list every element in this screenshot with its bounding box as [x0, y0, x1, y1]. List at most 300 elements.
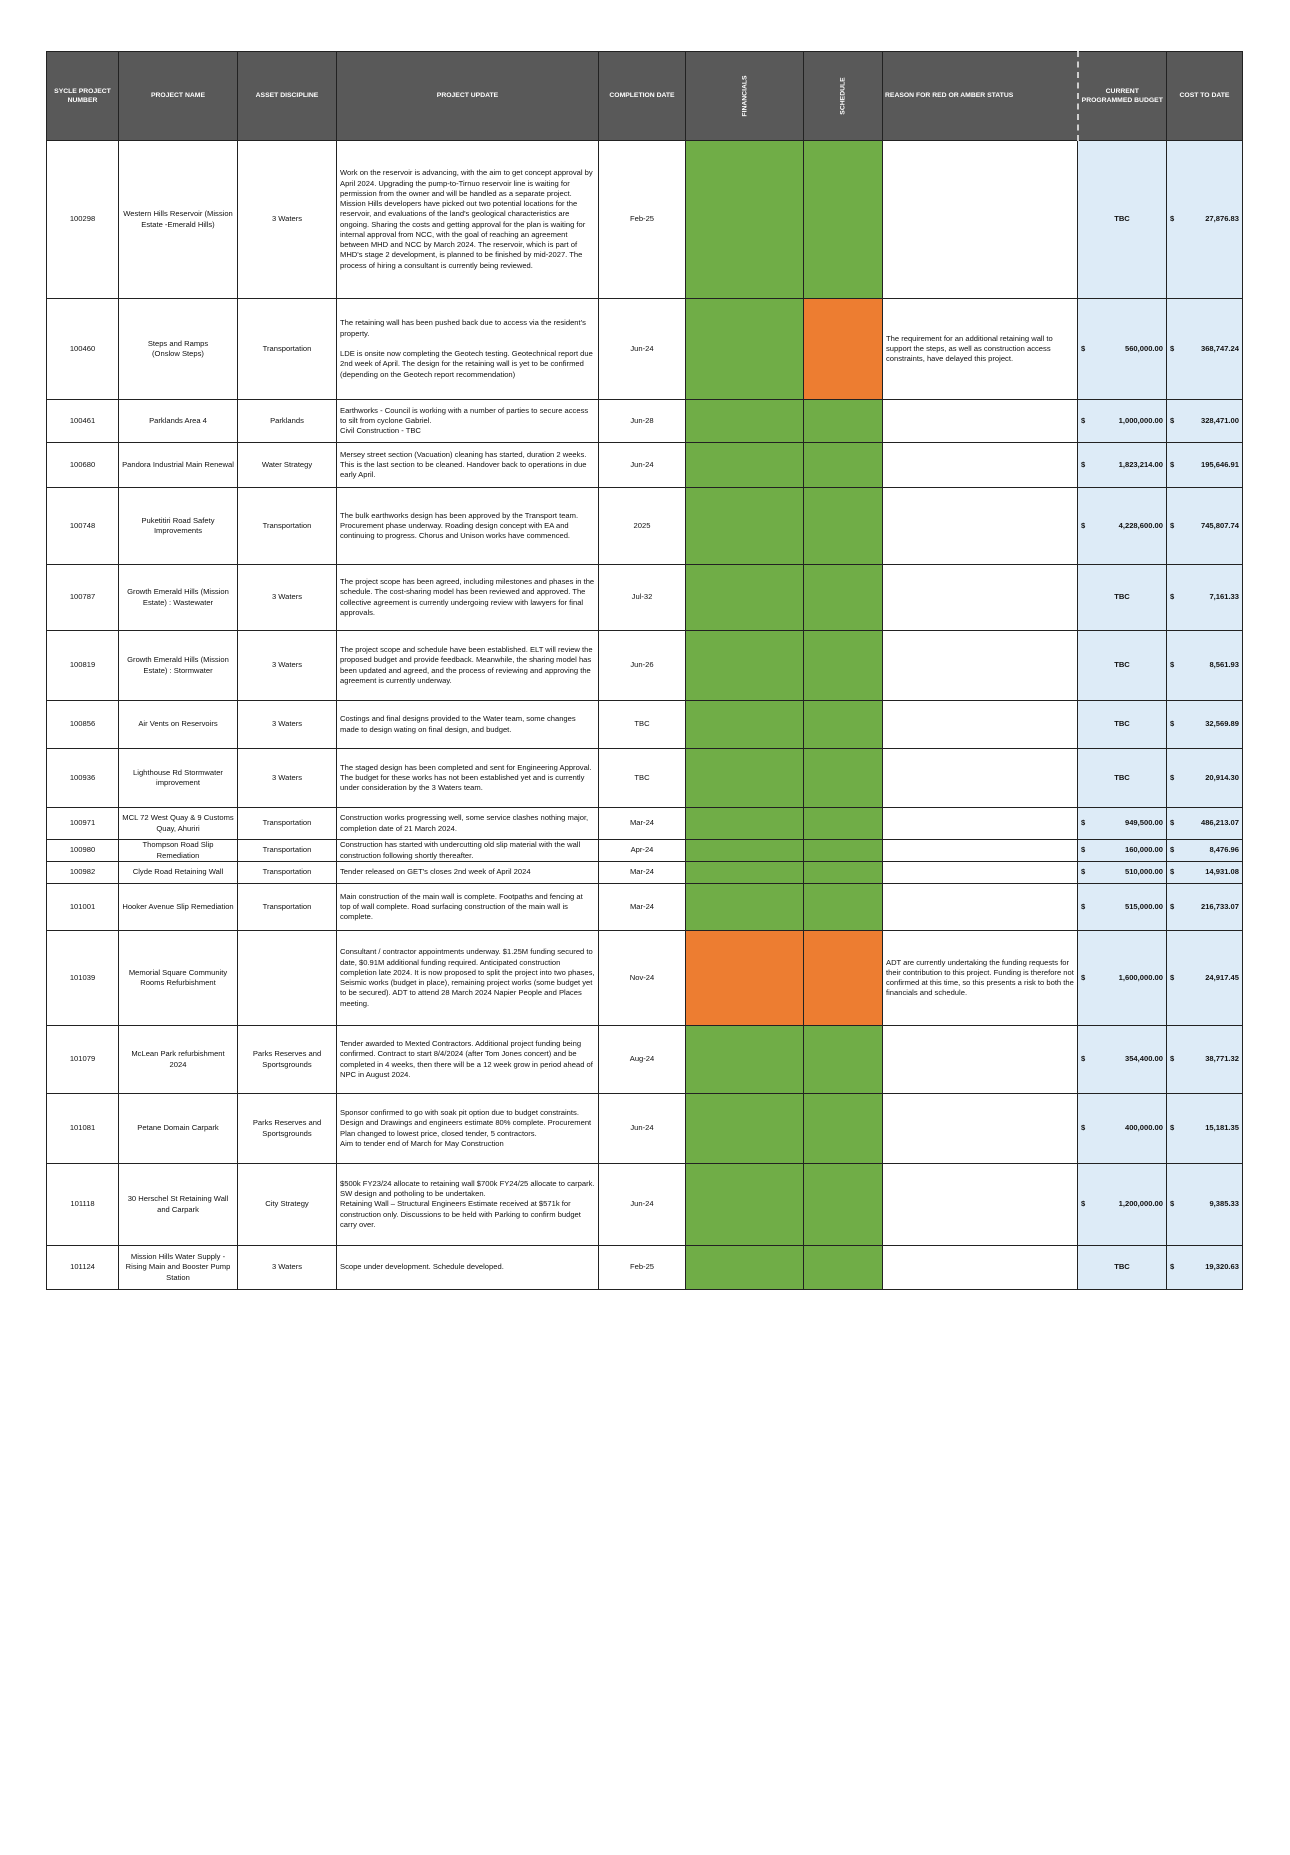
header-project-update: PROJECT UPDATE [337, 52, 599, 141]
project-number-cell: 101124 [47, 1246, 119, 1290]
table-row [47, 931, 1243, 1026]
cost-to-date-cell [1167, 884, 1243, 931]
budget-amount [1081, 818, 1163, 828]
project-name-cell: Parklands Area 4 [119, 400, 238, 443]
table-row [47, 1026, 1243, 1094]
budget-cell [1078, 565, 1167, 631]
project-number-cell: 100982 [47, 862, 119, 884]
project-number-cell: 100748 [47, 488, 119, 565]
currency-symbol: $ [1081, 520, 1086, 530]
financials-status-cell [686, 931, 804, 1026]
budget-value: 560,000.00 [1124, 343, 1163, 353]
cost-amount [1170, 973, 1239, 983]
currency-symbol: $ [1170, 343, 1175, 353]
budget-value: 949,500.00 [1124, 818, 1163, 828]
project-name-cell: 30 Herschel St Retaining Wall and Carpark [119, 1164, 238, 1246]
project-number-cell: 101039 [47, 931, 119, 1026]
schedule-status-cell [804, 488, 883, 565]
currency-symbol: $ [1170, 818, 1175, 828]
reason-cell [883, 862, 1078, 884]
completion-date-cell: Nov-24 [599, 931, 686, 1026]
completion-date-cell: Jun-24 [599, 299, 686, 400]
budget-amount [1081, 460, 1163, 470]
schedule-status-cell [804, 749, 883, 808]
financials-status-cell [686, 565, 804, 631]
financials-status-cell [686, 808, 804, 840]
financials-status-cell [686, 443, 804, 488]
completion-date-cell: Jul-32 [599, 565, 686, 631]
table-header [47, 52, 1243, 141]
cost-amount [1170, 592, 1239, 602]
currency-symbol: $ [1081, 415, 1086, 425]
completion-date-cell: Feb-25 [599, 1246, 686, 1290]
budget-cell [1078, 1094, 1167, 1164]
cost-amount [1170, 660, 1239, 670]
schedule-status-cell [804, 931, 883, 1026]
cost-to-date-cell [1167, 862, 1243, 884]
cost-to-date-cell [1167, 749, 1243, 808]
table-row [47, 400, 1243, 443]
asset-discipline-cell: Transportation [238, 808, 337, 840]
header-programmed-budget: CURRENT PROGRAMMED BUDGET [1078, 52, 1167, 141]
header-financials-label: FINANCIALS [740, 75, 748, 117]
budget-cell [1078, 884, 1167, 931]
project-update-cell: Mersey street section (Vacuation) cleaning has started, duration 2 weeks. This is the last section to be cleaned. Handover back to operations in due early April. [337, 443, 599, 488]
currency-symbol: $ [1081, 1123, 1086, 1133]
budget-cell [1078, 488, 1167, 565]
project-number-cell: 100936 [47, 749, 119, 808]
cost-to-date-cell [1167, 141, 1243, 299]
header-financials [686, 52, 804, 141]
reason-cell [883, 141, 1078, 299]
cost-value: 32,569.89 [1205, 719, 1239, 729]
asset-discipline-cell: Water Strategy [238, 443, 337, 488]
project-number-cell: 100787 [47, 565, 119, 631]
completion-date-cell: Jun-26 [599, 631, 686, 701]
project-name-cell: Petane Domain Carpark [119, 1094, 238, 1164]
asset-discipline-cell: 3 Waters [238, 565, 337, 631]
project-update-cell: Scope under development. Schedule developed. [337, 1246, 599, 1290]
financials-status-cell [686, 1164, 804, 1246]
cost-value: 19,320.63 [1205, 1262, 1239, 1272]
asset-discipline-cell: 3 Waters [238, 141, 337, 299]
table-body [47, 141, 1243, 1290]
asset-discipline-cell: Transportation [238, 840, 337, 862]
completion-date-cell: TBC [599, 749, 686, 808]
completion-date-cell: Mar-24 [599, 884, 686, 931]
cost-to-date-cell [1167, 631, 1243, 701]
header-asset-discipline: ASSET DISCIPLINE [238, 52, 337, 141]
financials-status-cell [686, 840, 804, 862]
budget-amount [1081, 416, 1163, 426]
schedule-status-cell [804, 1164, 883, 1246]
cost-value: 14,931.08 [1205, 867, 1239, 877]
project-number-cell: 100856 [47, 701, 119, 749]
table-row [47, 488, 1243, 565]
project-update-cell: Sponsor confirmed to go with soak pit option due to budget constraints. Design and Drawings and engineers estimate 80% complete. Procurement Plan changed to lowest price, closed tender, 5 contractors. Aim to tender end of March for May Construction [337, 1094, 599, 1164]
budget-tbc-label: TBC [1114, 660, 1130, 670]
cost-value: 745,807.74 [1200, 520, 1239, 530]
reason-cell [883, 749, 1078, 808]
currency-symbol: $ [1170, 415, 1175, 425]
cost-amount [1170, 1054, 1239, 1064]
budget-amount [1081, 973, 1163, 983]
asset-discipline-cell [238, 931, 337, 1026]
budget-amount [1081, 902, 1163, 912]
cost-amount [1170, 845, 1239, 855]
currency-symbol: $ [1170, 1199, 1175, 1209]
cost-amount [1170, 1262, 1239, 1272]
currency-symbol: $ [1170, 1123, 1175, 1133]
project-number-cell: 101118 [47, 1164, 119, 1246]
budget-value: 515,000.00 [1124, 901, 1163, 911]
budget-cell [1078, 1026, 1167, 1094]
budget-cell [1078, 299, 1167, 400]
asset-discipline-cell: 3 Waters [238, 749, 337, 808]
table-row [47, 749, 1243, 808]
cost-to-date-cell [1167, 488, 1243, 565]
budget-value: 510,000.00 [1124, 867, 1163, 877]
currency-symbol: $ [1170, 1262, 1175, 1272]
cost-to-date-cell [1167, 400, 1243, 443]
cost-value: 486,213.07 [1200, 818, 1239, 828]
cost-value: 8,561.93 [1209, 660, 1239, 670]
budget-amount [1081, 1199, 1163, 1209]
project-number-cell: 100819 [47, 631, 119, 701]
table-row [47, 884, 1243, 931]
table-row [47, 1246, 1243, 1290]
cost-amount [1170, 416, 1239, 426]
cost-value: 9,385.33 [1209, 1199, 1239, 1209]
cost-amount [1170, 773, 1239, 783]
cost-value: 328,471.00 [1200, 415, 1239, 425]
completion-date-cell: Aug-24 [599, 1026, 686, 1094]
asset-discipline-cell: Transportation [238, 884, 337, 931]
project-name-cell: Mission Hills Water Supply - Rising Main and Booster Pump Station [119, 1246, 238, 1290]
header-row [47, 52, 1243, 141]
project-update-cell: $500k FY23/24 allocate to retaining wall $700k FY24/25 allocate to carpark. SW design and potholing to be undertaken. Retaining Wall – Structural Engineers Estimate received at $571k for construction only. Discussions to be held with Parking to confirm budget carry over. [337, 1164, 599, 1246]
table-row [47, 631, 1243, 701]
table-row [47, 701, 1243, 749]
budget-cell [1078, 749, 1167, 808]
cost-amount [1170, 867, 1239, 877]
project-name-cell: Hooker Avenue Slip Remediation [119, 884, 238, 931]
project-name-cell: Growth Emerald Hills (Mission Estate) : Stormwater [119, 631, 238, 701]
budget-amount [1081, 1054, 1163, 1064]
project-name-cell: Pandora Industrial Main Renewal [119, 443, 238, 488]
currency-symbol: $ [1170, 719, 1175, 729]
budget-value: 160,000.00 [1124, 845, 1163, 855]
cost-value: 38,771.32 [1205, 1054, 1239, 1064]
cost-amount [1170, 1199, 1239, 1209]
reason-cell [883, 884, 1078, 931]
asset-discipline-cell: 3 Waters [238, 631, 337, 701]
currency-symbol: $ [1081, 1054, 1086, 1064]
asset-discipline-cell: 3 Waters [238, 1246, 337, 1290]
table-row [47, 299, 1243, 400]
cost-to-date-cell [1167, 565, 1243, 631]
financials-status-cell [686, 749, 804, 808]
schedule-status-cell [804, 631, 883, 701]
cost-to-date-cell [1167, 840, 1243, 862]
reason-cell [883, 400, 1078, 443]
asset-discipline-cell: Parks Reserves and Sportsgrounds [238, 1026, 337, 1094]
currency-symbol: $ [1081, 343, 1086, 353]
cost-value: 24,917.45 [1205, 972, 1239, 982]
budget-value: 1,200,000.00 [1118, 1199, 1163, 1209]
schedule-status-cell [804, 840, 883, 862]
budget-cell [1078, 1164, 1167, 1246]
budget-cell [1078, 840, 1167, 862]
schedule-status-cell [804, 1246, 883, 1290]
cost-to-date-cell [1167, 701, 1243, 749]
header-project-name: PROJECT NAME [119, 52, 238, 141]
currency-symbol: $ [1170, 1054, 1175, 1064]
budget-amount [1081, 867, 1163, 877]
schedule-status-cell [804, 443, 883, 488]
reason-cell [883, 631, 1078, 701]
project-update-cell: The retaining wall has been pushed back due to access via the resident's property. LDE is onsite now completing the Geotech testing. Geotechnical report due 2nd week of April. The design for the retaining wall is yet to be confirmed (depending on the Geotech report recommendation) [337, 299, 599, 400]
cost-to-date-cell [1167, 1164, 1243, 1246]
reason-cell [883, 488, 1078, 565]
project-name-cell: McLean Park refurbishment 2024 [119, 1026, 238, 1094]
cost-to-date-cell [1167, 443, 1243, 488]
cost-value: 15,181.35 [1205, 1123, 1239, 1133]
cost-value: 7,161.33 [1209, 592, 1239, 602]
cost-amount [1170, 521, 1239, 531]
project-update-cell: Consultant / contractor appointments underway. $1.25M funding secured to date, $0.91M additional funding required. Anticipated construction completion late 2024. It is now proposed to split the project into two phases, Seismic works (budget in place), remaining project works (some budget yet to be secured). ADT to attend 28 March 2024 Napier People and Places meeting. [337, 931, 599, 1026]
reason-cell [883, 1246, 1078, 1290]
cost-value: 8,476.96 [1209, 845, 1239, 855]
cost-amount [1170, 214, 1239, 224]
reason-cell [883, 1026, 1078, 1094]
cost-to-date-cell [1167, 1246, 1243, 1290]
project-name-cell: Thompson Road Slip Remediation [119, 840, 238, 862]
financials-status-cell [686, 884, 804, 931]
currency-symbol: $ [1170, 592, 1175, 602]
currency-symbol: $ [1170, 867, 1175, 877]
currency-symbol: $ [1170, 972, 1175, 982]
budget-cell [1078, 808, 1167, 840]
budget-cell [1078, 1246, 1167, 1290]
budget-cell [1078, 701, 1167, 749]
budget-cell [1078, 631, 1167, 701]
project-update-cell: The project scope and schedule have been established. ELT will review the proposed budget and provide feedback. Meanwhile, the sharing model has been updated and agreed, and the process of reviewing and approving the agreement is currently underway. [337, 631, 599, 701]
budget-amount [1081, 1123, 1163, 1133]
cost-to-date-cell [1167, 1094, 1243, 1164]
budget-tbc-label: TBC [1114, 214, 1130, 224]
completion-date-cell: Jun-28 [599, 400, 686, 443]
asset-discipline-cell: Transportation [238, 862, 337, 884]
cost-value: 368,747.24 [1200, 343, 1239, 353]
currency-symbol: $ [1081, 901, 1086, 911]
cost-amount [1170, 344, 1239, 354]
currency-symbol: $ [1081, 818, 1086, 828]
project-name-cell: MCL 72 West Quay & 9 Customs Quay, Ahuriri [119, 808, 238, 840]
currency-symbol: $ [1081, 845, 1086, 855]
financials-status-cell [686, 1094, 804, 1164]
schedule-status-cell [804, 1094, 883, 1164]
reason-cell [883, 840, 1078, 862]
header-cost-to-date: COST TO DATE [1167, 52, 1243, 141]
project-name-cell: Air Vents on Reservoirs [119, 701, 238, 749]
header-project-number: SYCLE PROJECT NUMBER [47, 52, 119, 141]
cost-amount [1170, 719, 1239, 729]
cost-amount [1170, 1123, 1239, 1133]
cost-to-date-cell [1167, 808, 1243, 840]
asset-discipline-cell: Parks Reserves and Sportsgrounds [238, 1094, 337, 1164]
asset-discipline-cell: City Strategy [238, 1164, 337, 1246]
project-status-table [46, 51, 1243, 1290]
currency-symbol: $ [1170, 660, 1175, 670]
cost-value: 216,733.07 [1200, 901, 1239, 911]
asset-discipline-cell: Parklands [238, 400, 337, 443]
project-name-cell: Puketitiri Road Safety Improvements [119, 488, 238, 565]
currency-symbol: $ [1170, 901, 1175, 911]
cost-value: 20,914.30 [1205, 772, 1239, 782]
schedule-status-cell [804, 808, 883, 840]
header-reason: REASON FOR RED OR AMBER STATUS [883, 52, 1078, 141]
schedule-status-cell [804, 565, 883, 631]
budget-value: 400,000.00 [1124, 1123, 1163, 1133]
project-update-cell: The staged design has been completed and sent for Engineering Approval. The budget for these works has not been established yet and is currently under consideration by the 3 Waters team. [337, 749, 599, 808]
cost-amount [1170, 460, 1239, 470]
schedule-status-cell [804, 400, 883, 443]
project-name-cell: Western Hills Reservoir (Mission Estate -Emerald Hills) [119, 141, 238, 299]
project-number-cell: 100461 [47, 400, 119, 443]
table-row [47, 862, 1243, 884]
budget-value: 4,228,600.00 [1118, 520, 1163, 530]
financials-status-cell [686, 1246, 804, 1290]
completion-date-cell: Mar-24 [599, 862, 686, 884]
financials-status-cell [686, 299, 804, 400]
project-number-cell: 101081 [47, 1094, 119, 1164]
project-update-cell: The project scope has been agreed, including milestones and phases in the schedule. The cost-sharing model has been reviewed and approved. The collective agreement is currently undergoing review with lawyers for final approvals. [337, 565, 599, 631]
project-name-cell: Clyde Road Retaining Wall [119, 862, 238, 884]
table-row [47, 565, 1243, 631]
project-update-cell: Construction works progressing well, some service clashes nothing major, completion date of 21 March 2024. [337, 808, 599, 840]
table-row [47, 808, 1243, 840]
financials-status-cell [686, 862, 804, 884]
reason-cell [883, 565, 1078, 631]
project-update-cell: Main construction of the main wall is complete. Footpaths and fencing at top of wall complete. Road surfacing construction of the main wall is complete. [337, 884, 599, 931]
schedule-status-cell [804, 884, 883, 931]
header-schedule-label: SCHEDULE [839, 77, 847, 115]
project-update-cell: The bulk earthworks design has been approved by the Transport team. Procurement phase underway. Roading design concept with EA and continuing to progress. Chorus and Unison works have commenced. [337, 488, 599, 565]
completion-date-cell: Jun-24 [599, 1164, 686, 1246]
schedule-status-cell [804, 141, 883, 299]
header-completion-date: COMPLETION DATE [599, 52, 686, 141]
financials-status-cell [686, 141, 804, 299]
completion-date-cell: Mar-24 [599, 808, 686, 840]
completion-date-cell: Jun-24 [599, 443, 686, 488]
cost-value: 195,646.91 [1200, 459, 1239, 469]
financials-status-cell [686, 631, 804, 701]
financials-status-cell [686, 1026, 804, 1094]
currency-symbol: $ [1170, 214, 1175, 224]
project-number-cell: 100971 [47, 808, 119, 840]
currency-symbol: $ [1170, 772, 1175, 782]
table-row [47, 443, 1243, 488]
schedule-status-cell [804, 1026, 883, 1094]
currency-symbol: $ [1081, 972, 1086, 982]
currency-symbol: $ [1081, 459, 1086, 469]
table-row [47, 840, 1243, 862]
completion-date-cell: Jun-24 [599, 1094, 686, 1164]
budget-cell [1078, 931, 1167, 1026]
budget-tbc-label: TBC [1114, 1262, 1130, 1272]
reason-cell: ADT are currently undertaking the funding requests for their contribution to this project. Funding is therefore not confirmed at this time, so this presents a risk to both the financials and schedule. [883, 931, 1078, 1026]
project-number-cell: 100680 [47, 443, 119, 488]
financials-status-cell [686, 488, 804, 565]
completion-date-cell: Feb-25 [599, 141, 686, 299]
cost-to-date-cell [1167, 931, 1243, 1026]
asset-discipline-cell: Transportation [238, 488, 337, 565]
project-number-cell: 100298 [47, 141, 119, 299]
budget-value: 1,000,000.00 [1118, 415, 1163, 425]
cost-to-date-cell [1167, 1026, 1243, 1094]
reason-cell [883, 1164, 1078, 1246]
budget-value: 1,600,000.00 [1118, 972, 1163, 982]
asset-discipline-cell: 3 Waters [238, 701, 337, 749]
reason-cell [883, 808, 1078, 840]
reason-cell [883, 1094, 1078, 1164]
budget-amount [1081, 521, 1163, 531]
completion-date-cell: 2025 [599, 488, 686, 565]
table-row [47, 141, 1243, 299]
project-update-cell: Costings and final designs provided to the Water team, some changes made to design wating on final design, and budget. [337, 701, 599, 749]
budget-cell [1078, 443, 1167, 488]
reason-cell [883, 443, 1078, 488]
project-number-cell: 101079 [47, 1026, 119, 1094]
completion-date-cell: Apr-24 [599, 840, 686, 862]
reason-cell [883, 701, 1078, 749]
currency-symbol: $ [1170, 520, 1175, 530]
schedule-status-cell [804, 862, 883, 884]
currency-symbol: $ [1170, 459, 1175, 469]
budget-tbc-label: TBC [1114, 772, 1130, 782]
budget-tbc-label: TBC [1114, 592, 1130, 602]
project-update-cell: Tender released on GET's closes 2nd week of April 2024 [337, 862, 599, 884]
project-name-cell: Growth Emerald Hills (Mission Estate) : Wastewater [119, 565, 238, 631]
financials-status-cell [686, 400, 804, 443]
cost-to-date-cell [1167, 299, 1243, 400]
project-update-cell: Tender awarded to Mexted Contractors. Additional project funding being confirmed. Contract to start 8/4/2024 (after Tom Jones concert) and be completed in 4 weeks, then there will be a 12 week grow in period ahead of NPC in August 2024. [337, 1026, 599, 1094]
cost-amount [1170, 818, 1239, 828]
project-name-cell: Steps and Ramps (Onslow Steps) [119, 299, 238, 400]
budget-value: 1,823,214.00 [1118, 459, 1163, 469]
project-number-cell: 100460 [47, 299, 119, 400]
budget-tbc-label: TBC [1114, 719, 1130, 729]
currency-symbol: $ [1170, 845, 1175, 855]
project-update-cell: Construction has started with undercutting old slip material with the wall construction following shortly thereafter. [337, 840, 599, 862]
project-update-cell: Earthworks - Council is working with a number of parties to secure access to silt from cyclone Gabriel. Civil Construction - TBC [337, 400, 599, 443]
completion-date-cell: TBC [599, 701, 686, 749]
cost-value: 27,876.83 [1205, 214, 1239, 224]
header-schedule [804, 52, 883, 141]
budget-cell [1078, 400, 1167, 443]
table-row [47, 1164, 1243, 1246]
project-name-cell: Memorial Square Community Rooms Refurbishment [119, 931, 238, 1026]
cost-amount [1170, 902, 1239, 912]
asset-discipline-cell: Transportation [238, 299, 337, 400]
schedule-status-cell [804, 299, 883, 400]
table-row [47, 1094, 1243, 1164]
project-name-cell: Lighthouse Rd Stormwater improvement [119, 749, 238, 808]
reason-cell: The requirement for an additional retaining wall to support the steps, as well as construction access constraints, have delayed this project. [883, 299, 1078, 400]
currency-symbol: $ [1081, 867, 1086, 877]
currency-symbol: $ [1081, 1199, 1086, 1209]
